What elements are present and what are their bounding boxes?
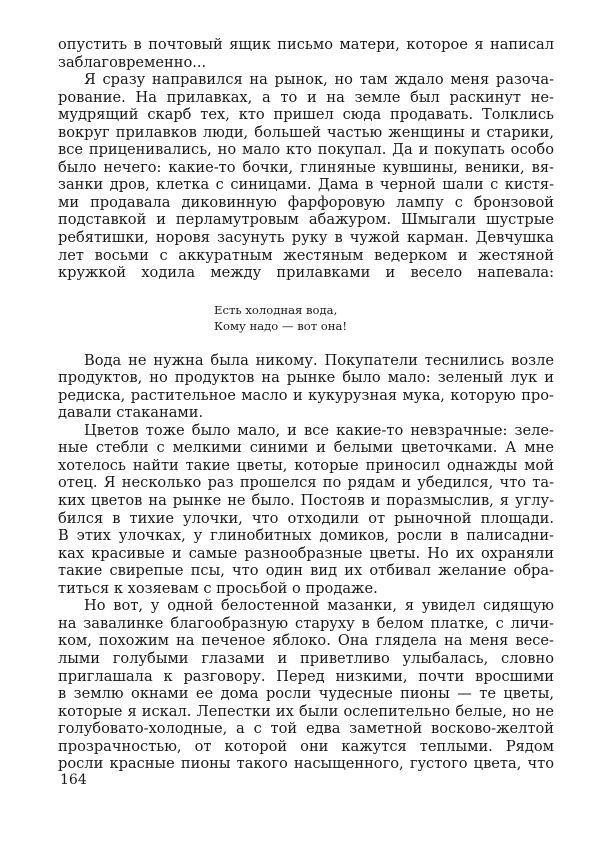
paragraph-4	[58, 422, 554, 597]
paragraph-3	[58, 352, 554, 422]
text-line: ках красивые и самые разнообразные цветы. Но их охраняли	[58, 544, 554, 562]
text-line: на завалинке благообразную старуху в белом платке, с личи-	[58, 614, 554, 632]
text-line: отец. Я несколько раз прошелся по рядам и убедился, что та-	[58, 474, 554, 492]
text-line: бился в тихие улочки, что отходили от рыночной площади.	[58, 509, 554, 527]
text-line: занки дров, клетка с синицами. Дама в черной шали с кистя-	[58, 176, 554, 194]
paragraph-1	[58, 36, 554, 71]
book-page-text	[58, 36, 554, 773]
text-line: в землю окнами ее дома росли чудесные пионы — те цветы,	[58, 685, 554, 703]
verse-line: Кому надо — вот она!	[214, 318, 348, 333]
text-line: лет восьми с аккуратным жестяным ведерком и жестяной	[58, 246, 554, 264]
text-line: которые я искал. Лепестки их были ослепительно белые, но не	[58, 702, 554, 720]
text-line: ные стебли с мелкими синими и белыми цветочками. А мне	[58, 439, 554, 457]
text-line: опустить в почтовый ящик письмо матери, которое я написал	[58, 36, 554, 53]
verse-line: Есть холодная вода,	[214, 302, 338, 317]
text-line: ких цветов на рынке не было. Постояв и поразмыслив, я углу-	[58, 492, 554, 510]
text-line: Цветов тоже было мало, и все какие-то невзрачные: зеле-	[84, 421, 554, 439]
text-line: подставкой и перламутровым абажуром. Шмыгали шустрые	[58, 211, 554, 229]
text-line: титься к хозяевам с просьбой о продаже.	[58, 579, 378, 597]
text-line: ми продавала диковинную фарфоровую лампу с бронзовой	[58, 193, 554, 211]
text-line: Я сразу направился на рынок, но там ждало меня разоча-	[84, 71, 554, 89]
text-line: заблаговременно...	[58, 53, 207, 71]
text-line: лыми голубыми глазами и приветливо улыбалась, словно	[58, 649, 554, 667]
text-line: все приценивались, но мало кто покупал. Да и покупать особо	[58, 141, 554, 159]
text-line: приглашала к разговору. Перед низкими, почти вросшими	[58, 667, 554, 685]
text-line: кружкой ходила между прилавками и весело напевала:	[58, 264, 554, 282]
text-line: Но вот, у одной белостенной мазанки, я увидел сидящую	[84, 597, 554, 615]
text-line: хотелось найти такие цветы, которые приносил однажды мой	[58, 456, 554, 474]
text-line: В этих улочках, у глинобитных домиков, росли в палисадни-	[58, 527, 554, 545]
text-line: рование. На прилавках, а то и на земле был раскинут не-	[58, 88, 554, 106]
text-line: прозрачностью, от которой они кажутся теплыми. Рядом	[58, 737, 554, 755]
text-line: росли красные пионы такого насыщенного, густого цвета, что	[58, 755, 554, 773]
text-line: вокруг прилавков люди, большей частью женщины и старики,	[58, 123, 554, 141]
text-line: мудрящий скарб тех, кто пришел сюда продавать. Толклись	[58, 106, 554, 124]
text-line: было нечего: какие-то бочки, глиняные кувшины, веники, вя-	[58, 158, 554, 176]
text-line: ком, похожим на печеное яблоко. Она глядела на меня весе-	[58, 632, 554, 650]
text-line: Вода не нужна была никому. Покупатели теснились возле	[84, 351, 554, 369]
text-line: голубовато-холодные, а с той едва заметной восково-желтой	[58, 720, 554, 738]
poem-verse	[58, 302, 554, 334]
text-line: ребятишки, норовя засунуть руку в чужой карман. Девчушка	[58, 229, 554, 247]
text-line: редиска, растительное масло и кукурузная мука, которую про-	[58, 386, 554, 404]
text-line: давали стаканами.	[58, 404, 204, 422]
page-number: 164	[60, 772, 87, 788]
paragraph-5	[58, 597, 554, 772]
text-line: такие свирепые псы, что один вид их отбивал желание обра-	[58, 562, 554, 580]
paragraph-2	[58, 71, 554, 282]
text-line: продуктов, но продуктов на рынке было мало: зеленый лук и	[58, 369, 554, 387]
